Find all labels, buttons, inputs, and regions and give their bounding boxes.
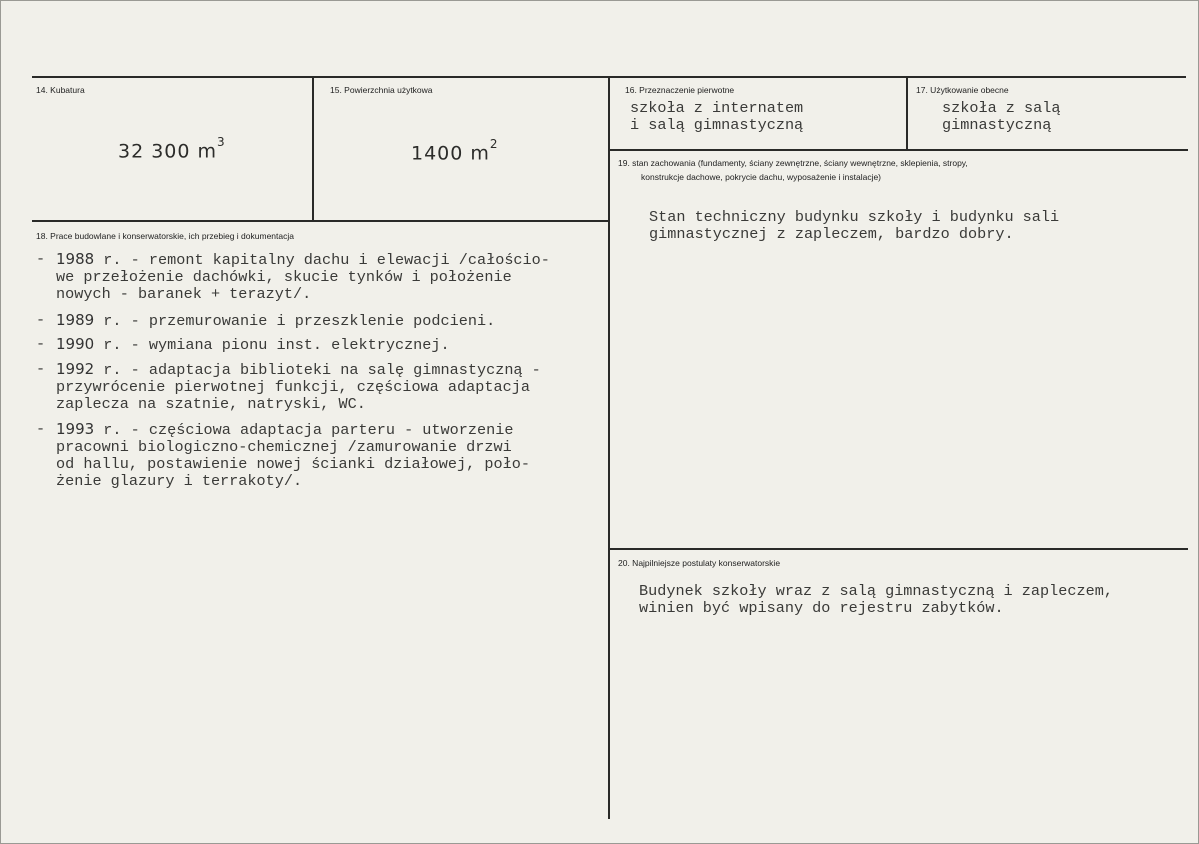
field-15-label: 15. Powierzchnia użytkowa [330,85,433,95]
rule-under-14-15 [32,220,609,222]
works-list-item: - 1990 r. - wymiana pionu inst. elektrycznej. [36,335,450,354]
works-list-item: - 1993 r. - częściowa adaptacja parteru - utworzenie pracowni biologiczno-chemicznej /zamurowanie drzwi od hallu, postawienie nowej ścianki działowej, poło- żenie glazury i terrakoty/. [36,420,530,490]
works-year: 1988 [56,250,95,268]
works-list-item: - 1989 r. - przemurowanie i przeszklenie podcieni. [36,311,496,330]
works-text: r. - remont kapitalny dachu i elewacji /całościo- we przełożenie dachówki, skucie tynków i położenie nowych - baranek + terazyt/. [56,251,550,303]
works-text: r. - przemurowanie i przeszklenie podcieni. [94,312,496,330]
works-year: 1989 [56,311,95,329]
field-14-label: 14. Kubatura [36,85,85,95]
divider-16-17 [906,78,908,150]
usable-area-unit-exponent: 2 [489,137,499,151]
works-year: 1993 [56,420,95,438]
current-use-line-2: gimnastyczną [942,116,1052,134]
cubature-unit-exponent: 3 [217,135,226,149]
field-14-value [118,135,226,163]
field-17-label: 17. Użytkowanie obecne [916,85,1009,95]
original-purpose-line-2: i salą gimnastyczną [630,116,804,134]
works-list-item: - 1992 r. - adaptacja biblioteki na salę gimnastyczną - przywrócenie pierwotnej funkcji, częściowa adaptacja zaplecza na szatnie, natryski, WC. [36,360,541,413]
works-text: r. - częściowa adaptacja parteru - utworzenie pracowni biologiczno-chemicznej /zamurowanie drzwi od hallu, postawienie nowej ścianki działowej, poło- żenie glazury i terrakoty/. [56,421,530,490]
usable-area-value: 1400 m [411,142,490,165]
original-purpose-line-1: szkoła z internatem [630,99,804,117]
conservation-postulates-text: Budynek szkoły wraz z salą gimnastyczną i zapleczem, winien być wpisany do rejestru zabytków. [639,582,1113,617]
current-use-line-1: szkoła z salą [942,99,1061,117]
works-text: r. - adaptacja biblioteki na salę gimnastyczną - przywrócenie pierwotnej funkcji, częściowa adaptacja zaplecza na szatnie, natryski, WC. [56,361,541,413]
works-year: 1992 [56,360,95,378]
rule-above-20 [610,548,1188,550]
field-16-label: 16. Przeznaczenie pierwotne [625,85,735,95]
rule-under-16-17 [610,149,1188,151]
field-15-value [411,137,499,165]
works-year: 1990 [56,335,95,353]
works-text: r. - wymiana pionu inst. elektrycznej. [94,336,450,354]
field-19-label-line-2: konstrukcje dachowe, pokrycie dachu, wyposażenie i instalacje) [641,172,882,182]
works-list-item: - 1988 r. - remont kapitalny dachu i elewacji /całościo- we przełożenie dachówki, skucie tynków i położenie nowych - baranek + terazyt/. [36,250,550,303]
field-20-label: 20. Najpilniejsze postulaty konserwatorskie [618,558,781,568]
center-divider [608,78,610,819]
cubature-value: 32 300 m [118,140,218,163]
field-18-label: 18. Prace budowlane i konserwatorskie, ich przebieg i dokumentacja [36,231,294,241]
condition-text: Stan techniczny budynku szkoły i budynku sali gimnastycznej z zapleczem, bardzo dobry. [649,208,1060,243]
divider-14-15 [312,78,314,221]
field-19-label-line-1: 19. stan zachowania (fundamenty, ściany zewnętrzne, ściany wewnętrzne, sklepienia, stropy, [618,158,968,168]
